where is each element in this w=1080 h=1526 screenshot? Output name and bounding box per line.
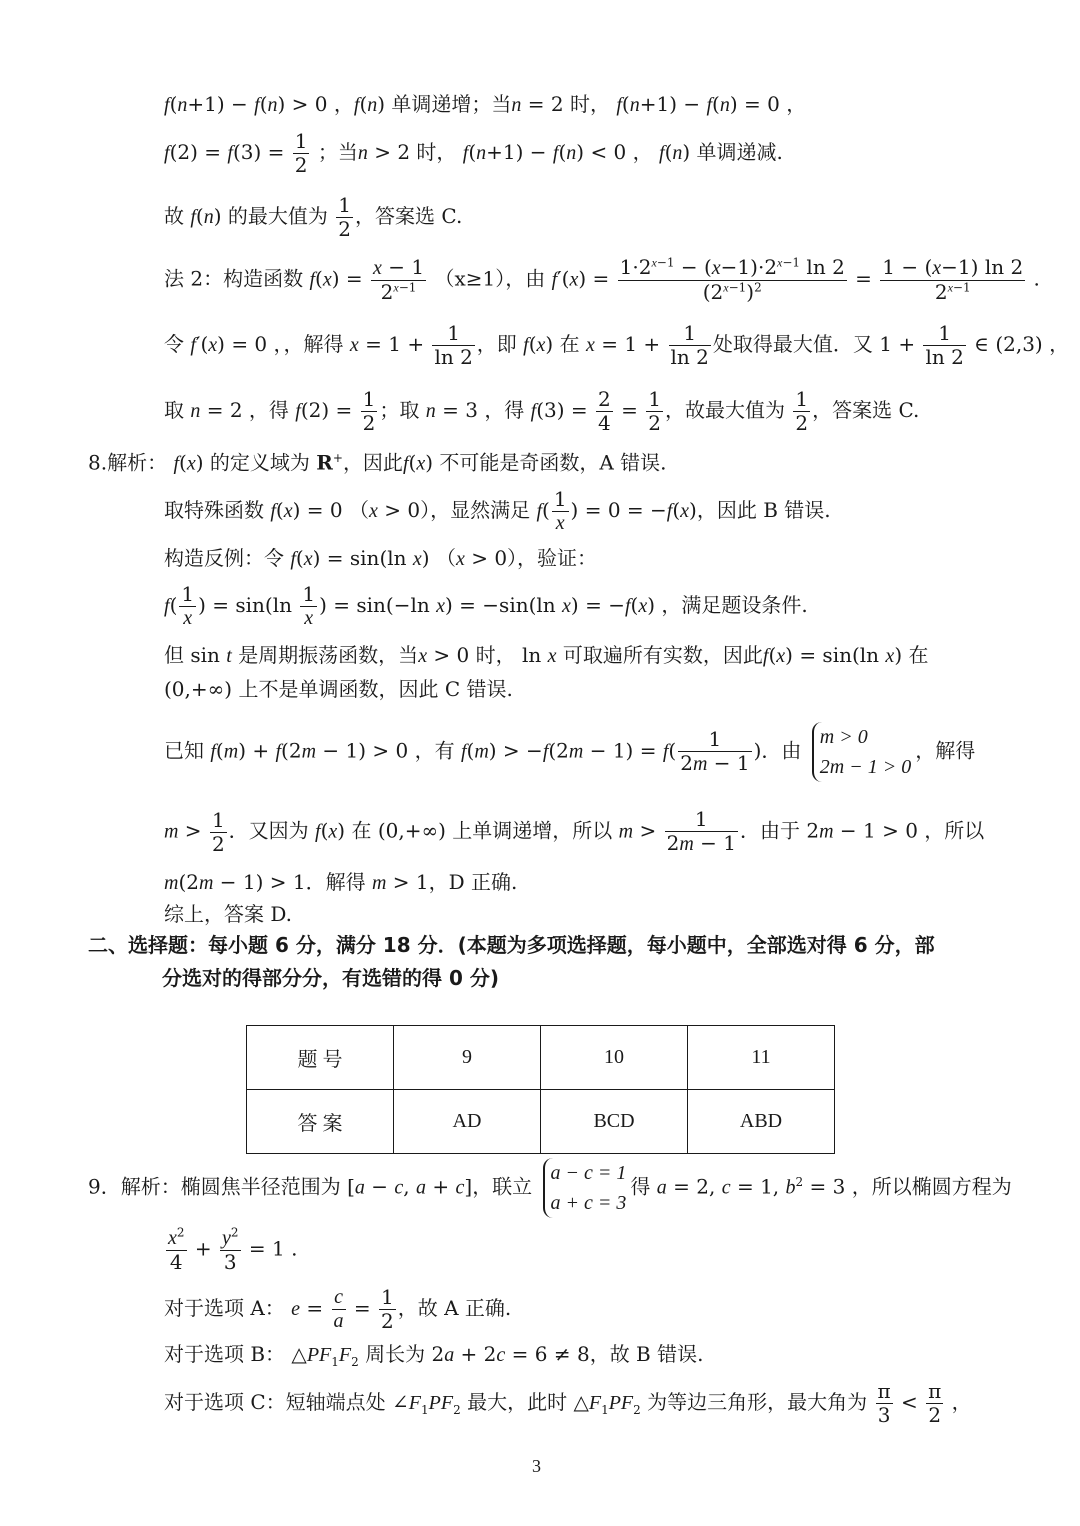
text-line: 9．解析：椭圆焦半径范围为 [a − c, a + c]，联立 a − c = 1 a + c = 3 得 a = 2, c = 1, $b^2 = 3$ ，所以椭圆方程为 [88,1158,1012,1218]
table-cell: 9 [394,1026,541,1090]
fraction: $\frac{1}{2}$ [362,387,376,435]
text-line: 但 sin t 是周期振荡函数，当x > 0 时， ln x 可取遍所有实数，因此f(x) = sin(ln x) 在 [164,643,929,667]
table-cell: 10 [541,1026,688,1090]
equation-system: a − c = 1 a + c = 3 [543,1158,627,1218]
fraction: $\frac{x - 1}{2^{x-1}}$ [373,255,425,304]
text-line: 令 f′(x) = 0 ，，解得 x = 1 + $\frac{1}{\ln 2}$ ，即 f(x) 在 x = 1 + $\frac{1}{\ln 2}$ 处取得最大值．又 1 + $\frac{1}{\ln 2}$ ∈ (2,3) ， [164,321,1070,369]
fraction: $\frac{1}{2}$ [795,387,809,435]
fraction: $\frac{1}{2}$ [294,129,308,177]
fraction: $\frac{1}{2}$ [211,807,225,856]
text-line: $\frac{x^2}{4}$ + $\frac{y^2}{3}$ = 1 . [168,1225,298,1274]
table-row [247,1090,835,1154]
fraction: $\frac{1}{\ln 2}$ [434,321,473,369]
text-line: 构造反例：令 f(x) = sin(ln x) （x > 0），验证： [164,546,598,570]
fraction: $\frac{1}{2m - 1}$ [680,727,750,775]
text-line: 对于选项 C：短轴端点处 $\angle F_1PF_2$ 最大，此时 $\triangle F_1PF_2$ 为等边三角形，最大角为 $\frac{\pi}{3}$ < $\frac{\pi}{2}$ ， [164,1379,972,1427]
text-line: 已知 f(m) + f(2m − 1) > 0 ，有 f(m) > −f(2m − 1) = f( $\frac{1}{2m - 1}$ )．由 m > 0 2m − 1 > 0 ，解得 [164,722,975,782]
fraction: $\frac{1}{\ln 2}$ [670,321,709,369]
text-line: 取 n = 2 ，得 f(2) = $\frac{1}{2}$ ；取 n = 3 ，得 f(3) = $\frac{2}{4}$ = $\frac{1}{2}$ ，故最大值为 $\frac{1}{2}$ ，答案选 C. [164,387,920,435]
text-line: 法 2：构造函数 f(x) = $\frac{x - 1}{2^{x-1}}$ （x≥1），由 f′(x) = $\frac{1\cdot 2^{x-1} - (x-1)\cdot 2^{x-1} \ln 2}{(2^{x-1})^2}$ = $\frac{1 - (x-1) \ln 2}{2^{x-1}}$ . [164,255,1040,304]
text-line: 故 f(n) 的最大值为 $\frac{1}{2}$ ，答案选 C. [164,193,463,241]
text-line: 对于选项 A： e = $\frac{c}{a}$ = $\frac{1}{2}$ ，故 A 正确. [164,1285,512,1333]
fraction: $\frac{1}{2m - 1}$ [666,807,736,855]
text-line: 取特殊函数 f(x) = 0 （x > 0），显然满足 f( $\frac{1}{x}$ ) = 0 = −f(x)，因此 B 错误. [164,487,831,534]
table-cell: AD [394,1090,541,1154]
text-line: 对于选项 B： $\triangle PF_1F_2$ 周长为 2a + 2c = 6 ≠ 8，故 B 错误. [164,1342,704,1369]
answer-table [246,1025,835,1154]
table-row [247,1026,835,1090]
fraction: $\frac{c}{a}$ [333,1286,344,1332]
fraction: $\frac{1}{x}$ [302,582,316,629]
fraction: $\frac{2}{4}$ [598,387,611,435]
text-line: 综上，答案 D. [164,902,293,926]
fraction: $\frac{y^2}{3}$ [222,1225,239,1274]
equation-system: m > 0 2m − 1 > 0 [812,722,911,782]
table-cell: 答 案 [247,1090,394,1154]
fraction: $\frac{1\cdot 2^{x-1} - (x-1)\cdot 2^{x-1} \ln 2}{(2^{x-1})^2}$ [619,255,845,304]
text-line: f(2) = f(3) = $\frac{1}{2}$ ；当n > 2 时， f(n+1) − f(n) < 0 ， f(n) 单调递减. [164,129,783,177]
section-heading: 分选对的得部分分，有选错的得 0 分) [162,966,499,990]
fraction: $\frac{1}{\ln 2}$ [925,321,964,369]
fraction: $\frac{1 - (x-1) \ln 2}{2^{x-1}}$ [882,255,1024,304]
page-number: 3 [532,1456,541,1476]
text-line: m(2m − 1) > 1．解得 m > 1，D 正确. [164,870,518,894]
fraction: $\frac{1}{x}$ [553,487,567,534]
text-line: (0,+∞) 上不是单调函数，因此 C 错误. [164,677,513,701]
fraction: $\frac{\pi}{2}$ [928,1379,942,1427]
text-line: f( $\frac{1}{x}$ ) = sin(ln $\frac{1}{x}$ ) = sin(−ln x) = −sin(ln x) = −f(x) ，满足题设条件. [164,582,808,629]
table-cell: ABD [688,1090,835,1154]
text-line: f(n+1) − f(n) > 0 ，f(n) 单调递增；当n = 2 时， f(n+1) − f(n) = 0 ， [164,92,807,116]
fraction: $\frac{1}{2}$ [338,193,351,241]
section-heading: 二、选择题：每小题 6 分，满分 18 分．(本题为多项选择题，每小题中，全部选对得 6 分，部 [88,933,935,957]
fraction: $\frac{1}{2}$ [648,387,661,435]
text-line: 8.解析： f(x) 的定义域为 R+，因此f(x) 不可能是奇函数，A 错误. [88,450,667,475]
fraction: $\frac{1}{2}$ [381,1285,394,1333]
fraction: $\frac{1}{x}$ [181,582,195,629]
fraction: $\frac{\pi}{3}$ [877,1379,891,1427]
text-line: m > $\frac{1}{2}$ ．又因为 f(x) 在 (0,+∞) 上单调递增，所以 m > $\frac{1}{2m - 1}$ ．由于 2m − 1 > 0 ，所以 [164,807,985,856]
table-cell: 11 [688,1026,835,1090]
table-cell: 题 号 [247,1026,394,1090]
fraction: $\frac{x^2}{4}$ [168,1225,185,1274]
table-cell: BCD [541,1090,688,1154]
